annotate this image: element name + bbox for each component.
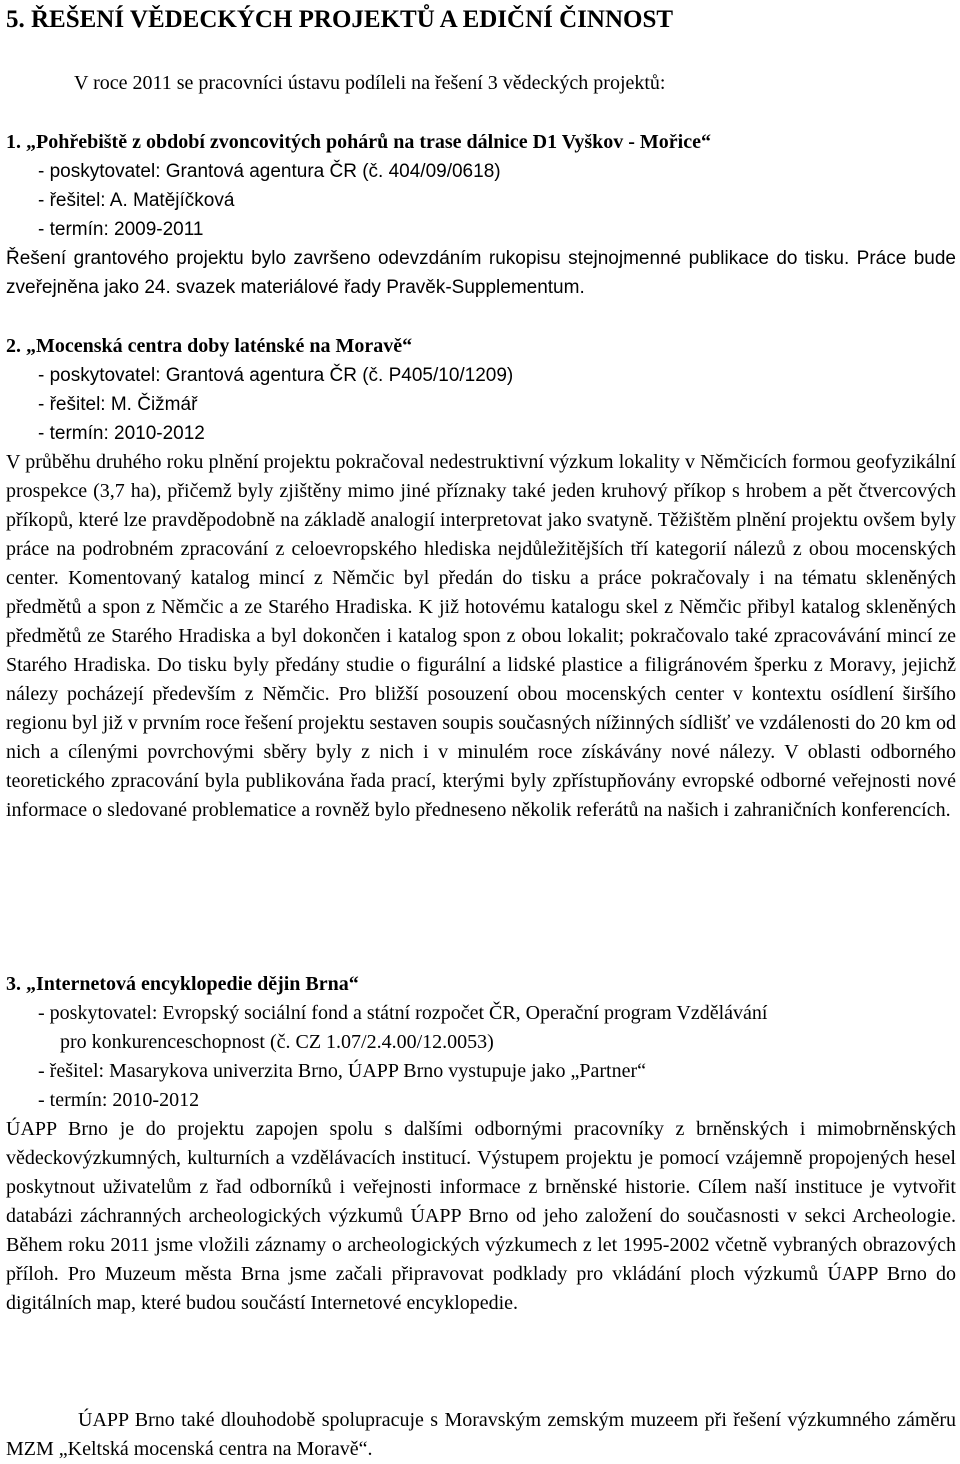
project-2-term: - termín: 2010-2012 xyxy=(38,423,205,444)
project-2-text: V průběhu druhého roku plnění projektu pokračoval nedestruktivní výzkum lokality v Němčicích formou geofyzikální prospekce (3,7 ha), přičemž byly zjištěny mimo jiné příznaky také jeden kruhový příkop s hrobem a pět čtvercových příkopů, které lze pravděpodobně na základě analogií interpretovat jako svatyně. Těžištěm plnění projektu ovšem byly práce na podrobném zpracování z celoevropského hlediska nejdůležitějších tří kategorií nálezů z obou mocenských center. Komentovaný katalog mincí z Němčic byl předán do tisku a práce pokračovaly i na tématu skleněných předmětů a spon z Němčic a ze Starého Hradiska. K již hotovému katalogu skel z Němčic přibyl katalog skleněných předmětů ze Starého Hradiska a byl dokončen i katalog spon z obou lokalit; pokračovalo také zpracovávání mincí ze Starého Hradiska. Do tisku byly předány studie o figurální a lidské plastice a filigránovém šperku z Moravy, jejichž nálezy pocházejí především z Němčic. Pro bližší posouzení obou mocenských center v kontextu osídlení širšího regionu byl již v prvním roce řešení projektu sestaven soupis současných nížinných sídlišť ve vzdálenosti do 20 km od nich a cílenými povrchovými sběry byly z nich i v minulém roce získávány nové nálezy. V oblasti odborného teoretického zpracování byla publikována řada prací, kterými byly zpřístupňovány evropské odborné veřejnosti nové informace o sledované problematice a rovněž bylo předneseno několik referátů na našich i zahraničních konferencích. xyxy=(6,451,956,821)
project-1-text: Řešení grantového projektu bylo završeno odevzdáním rukopisu stejnojmenné publikace do tisku. Práce bude zveřejněna jako 24. svazek materiálové řady Pravěk-Supplementum. xyxy=(6,248,956,298)
project-3-solver: - řešitel: Masarykova univerzita Brno, ÚAPP Brno vystupuje jako „Partner“ xyxy=(38,1060,647,1082)
project-3-term: - termín: 2010-2012 xyxy=(38,1089,200,1111)
project-1-provider: - poskytovatel: Grantová agentura ČR (č. 404/09/0618) xyxy=(38,161,501,182)
closing-paragraph: ÚAPP Brno také dlouhodobě spolupracuje s Moravským zemským muzeem při řešení výzkumného záměru MZM „Keltská mocenská centra na Moravě“. xyxy=(6,1409,956,1460)
project-1-term: - termín: 2009-2011 xyxy=(38,219,204,240)
project-1-solver: - řešitel: A. Matějíčková xyxy=(38,190,235,211)
project-2-solver: - řešitel: M. Čižmář xyxy=(38,394,198,415)
project-2-provider: - poskytovatel: Grantová agentura ČR (č. P405/10/1209) xyxy=(38,365,514,386)
project-3-provider-line-2: pro konkurenceschopnost (č. CZ 1.07/2.4.00/12.0053) xyxy=(60,1031,494,1053)
project-3-title: 3. „Internetová encyklopedie dějin Brna“ xyxy=(6,973,359,995)
project-3-provider-line-1: - poskytovatel: Evropský sociální fond a státní rozpočet ČR, Operační program Vzdělávání xyxy=(38,1002,768,1024)
project-3-text: ÚAPP Brno je do projektu zapojen spolu s dalšími odbornými pracovníky z brněnských i mimobrněnských vědeckovýzkumných, kulturních a vzdělávacích institucí. Výstupem projektu je pomocí vzájemně propojených hesel poskytnout uživatelům z řad odborníků i veřejnosti informace z brněnské historie. Cílem naší instituce je vytvořit databázi záchranných archeologických výzkumů ÚAPP Brno od jeho založení do současnosti v sekci Archeologie. Během roku 2011 jsme vložili záznamy o archeologických výzkumech z let 1995-2002 včetně vybraných obrazových příloh. Pro Muzeum města Brna jsme začali připravovat podklady pro vkládání ploch výzkumů ÚAPP Brno do digitálních map, které budou součástí Internetové encyklopedie. xyxy=(6,1118,956,1314)
project-1-title: 1. „Pohřebiště z období zvoncovitých pohárů na trase dálnice D1 Vyškov - Mořice“ xyxy=(6,131,711,153)
intro-paragraph: V roce 2011 se pracovníci ústavu podíleli na řešení 3 vědeckých projektů: xyxy=(74,72,666,94)
section-heading: 5. ŘEŠENÍ VĚDECKÝCH PROJEKTŮ A EDIČNÍ ČINNOST xyxy=(6,6,674,33)
project-2-title: 2. „Mocenská centra doby laténské na Moravě“ xyxy=(6,335,413,357)
